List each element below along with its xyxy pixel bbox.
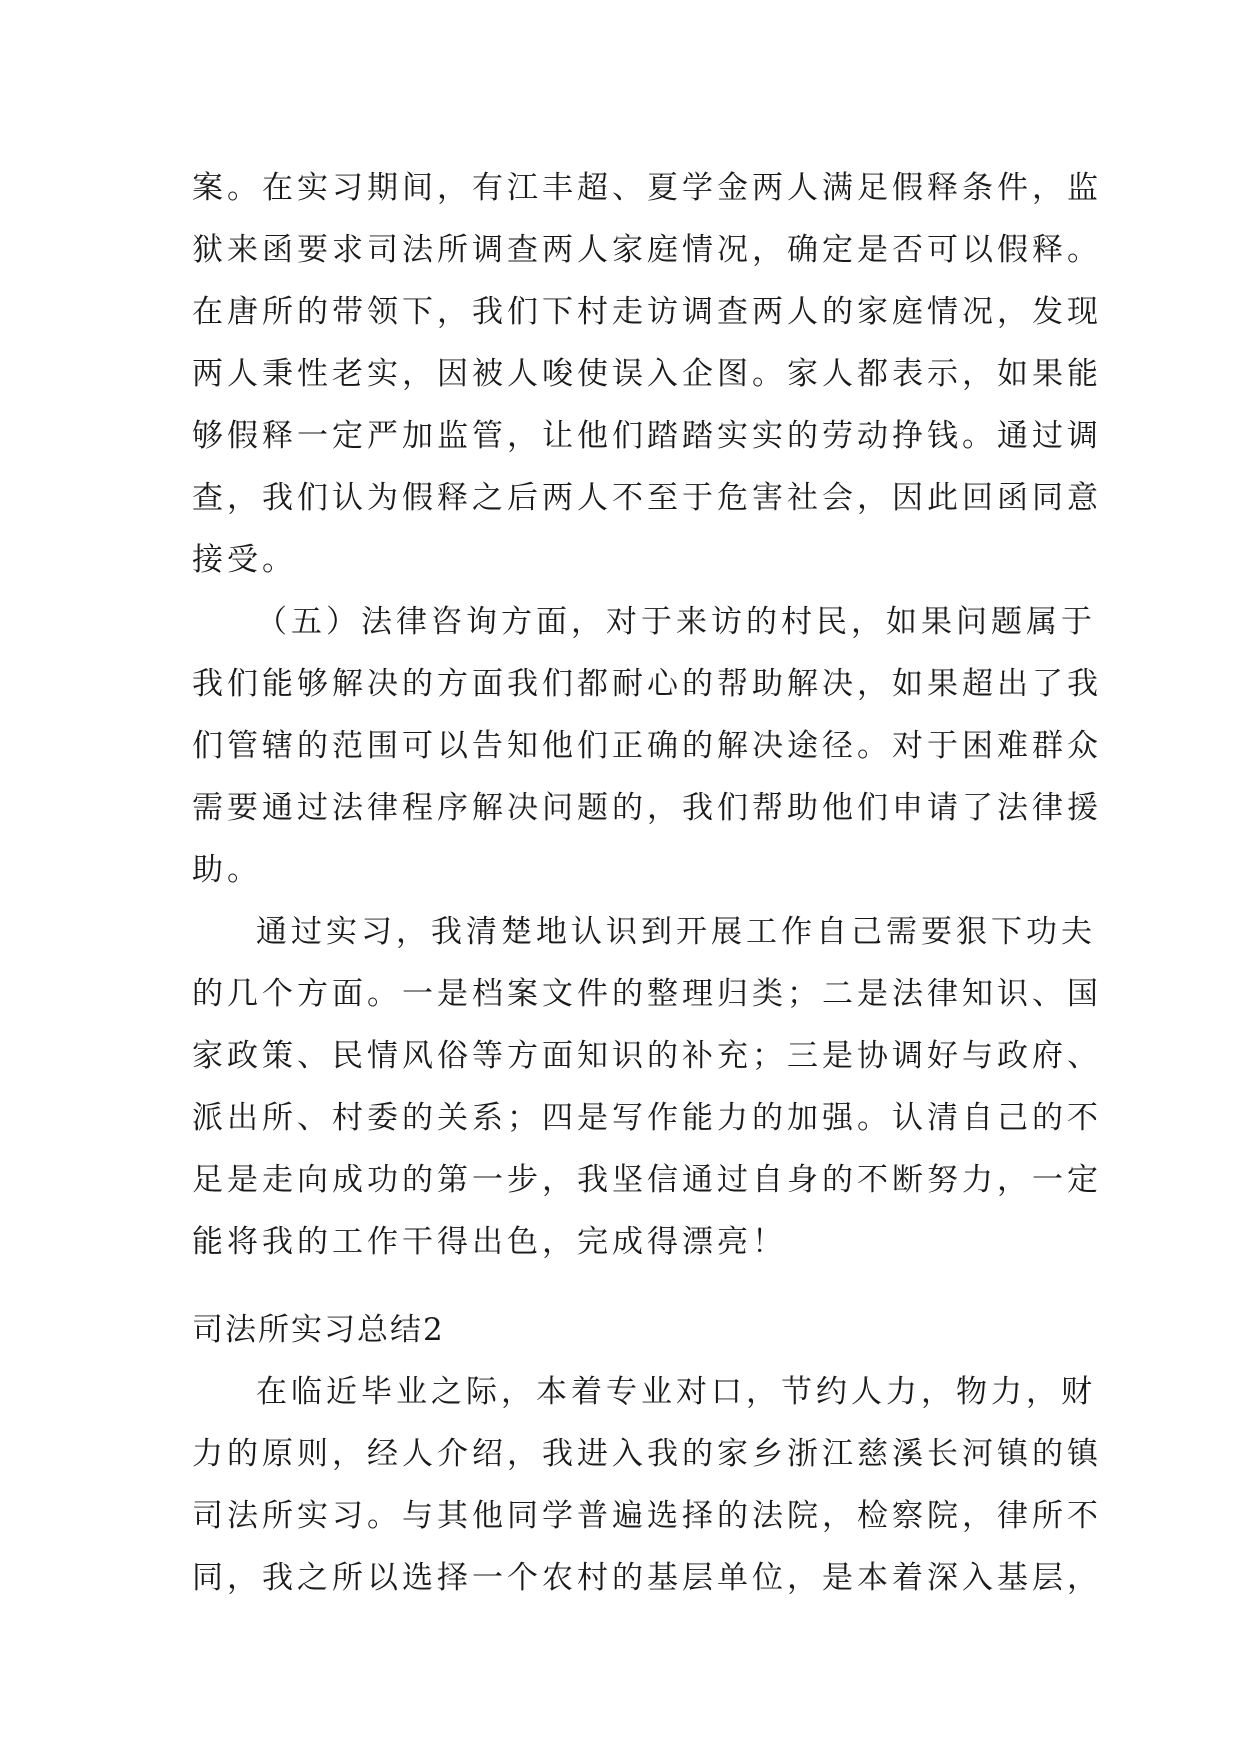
text-line: 能将我的工作干得出色，完成得漂亮！ [192,1224,787,1260]
text-line: 在唐所的带领下，我们下村走访调查两人的家庭情况，发现 [192,294,1102,330]
text-line: 够假释一定严加监管，让他们踏踏实实的劳动挣钱。通过调 [192,418,1102,454]
text-line: 派出所、村委的关系；四是写作能力的加强。认清自己的不 [192,1100,1102,1136]
text-line: 力的原则，经人介绍，我进入我的家乡浙江慈溪长河镇的镇 [192,1436,1102,1472]
text-line: 通过实习，我清楚地认识到开展工作自己需要狠下功夫 [256,914,1096,950]
text-line: 的几个方面。一是档案文件的整理归类；二是法律知识、国 [192,976,1102,1012]
text-line: 案。在实习期间，有江丰超、夏学金两人满足假释条件，监 [192,170,1102,206]
text-line: 需要通过法律程序解决问题的，我们帮助他们申请了法律援 [192,790,1102,826]
text-line: 司法所实习。与其他同学普遍选择的法院，检察院，律所不 [192,1498,1102,1534]
text-line: 我们能够解决的方面我们都耐心的帮助解决，如果超出了我 [192,666,1102,702]
text-line: 在临近毕业之际，本着专业对口，节约人力，物力，财 [256,1374,1096,1410]
text-line: 足是走向成功的第一步，我坚信通过自身的不断努力，一定 [192,1162,1102,1198]
text-line: 两人秉性老实，因被人唆使误入企图。家人都表示，如果能 [192,356,1102,392]
text-line: 查，我们认为假释之后两人不至于危害社会，因此回函同意 [192,480,1102,516]
section-title: 司法所实习总结2 [192,1312,445,1348]
text-line: （五）法律咨询方面，对于来访的村民，如果问题属于 [256,604,1096,640]
text-line: 家政策、民情风俗等方面知识的补充；三是协调好与政府、 [192,1038,1102,1074]
text-line: 们管辖的范围可以告知他们正确的解决途径。对于困难群众 [192,728,1102,764]
text-line: 助。 [192,852,262,888]
text-line: 狱来函要求司法所调查两人家庭情况，确定是否可以假释。 [192,232,1102,268]
text-line: 接受。 [192,542,297,578]
text-line: 同，我之所以选择一个农村的基层单位，是本着深入基层， [192,1560,1102,1596]
